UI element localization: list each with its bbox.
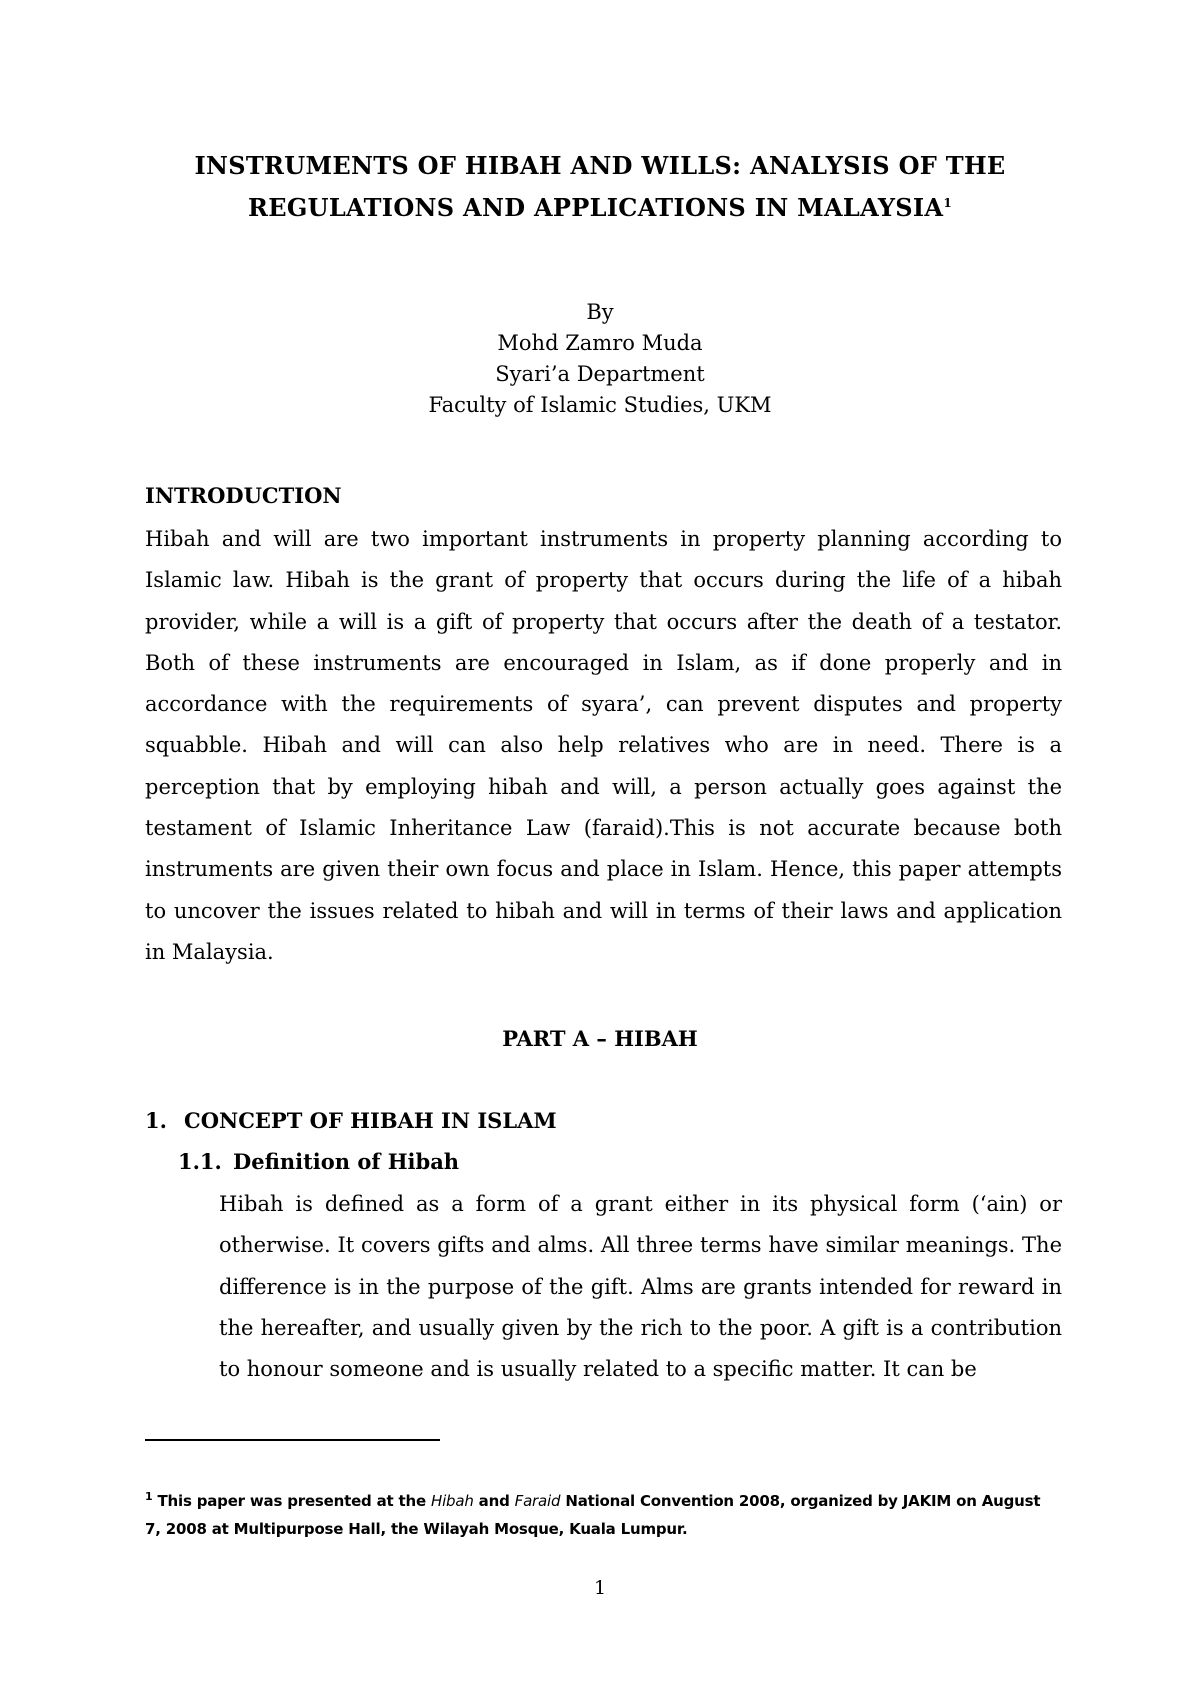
footnote-italic-hibah: Hibah: [430, 1492, 474, 1510]
footnote-italic-faraid: Faraid: [514, 1492, 561, 1510]
byline: [200, 297, 1000, 421]
introduction-body: Hibah and will are two important instruments in property planning according to Islamic law. Hibah is the grant of property that occurs during the life of a hibah provider, while a will is a gift of property that occurs after the death of a testator. Both of these instruments are encouraged in Islam, as if done properly and in accordance with the requirements of syara’, can prevent disputes and property squabble. Hibah and will can also help relatives who are in need. There is a perception that by employing hibah and will, a person actually goes against the testament of Islamic Inheritance Law (faraid).This is not accurate because both instruments are given their own focus and place in Islam. Hence, this paper attempts to uncover the issues related to hibah and will in terms of their laws and application in Malaysia.: [145, 527, 1062, 964]
section-1-title: CONCEPT OF HIBAH IN ISLAM: [184, 1108, 557, 1133]
footnote-1: [145, 1487, 1062, 1543]
title-line-2-text: REGULATIONS AND APPLICATIONS IN MALAYSIA: [247, 193, 944, 222]
subsection-1-1-title: Definition of Hibah: [233, 1149, 460, 1174]
introduction-heading: INTRODUCTION: [145, 483, 342, 508]
footnote-text-b: and: [473, 1492, 515, 1510]
author-name: Mohd Zamro Muda: [497, 331, 703, 355]
title-footnote-mark[interactable]: 1: [943, 196, 952, 210]
footnote-separator: [145, 1439, 440, 1441]
author-faculty: Faculty of Islamic Studies, UKM: [428, 393, 772, 417]
byline-by: By: [586, 300, 614, 324]
title-line-2: [100, 187, 1100, 229]
subsection-1-1-number: 1.1.: [178, 1149, 222, 1174]
page-number: 1: [593, 1577, 607, 1599]
title-line-1: INSTRUMENTS OF HIBAH AND WILLS: ANALYSIS OF THE: [194, 151, 1006, 180]
footnote-mark: 1: [145, 1490, 153, 1503]
part-a-heading: PART A – HIBAH: [502, 1026, 698, 1051]
footnote-text-c: National Convention 2008, organized by JAKIM on August: [560, 1492, 1041, 1510]
definition-body: Hibah is defined as a form of a grant either in its physical form (‘ain) or otherwise. It covers gifts and alms. All three terms have similar meanings. The difference is in the purpose of the gift. Alms are grants intended for reward in the hereafter, and usually given by the rich to the poor. A gift is a contribution to honour someone and is usually related to a specific matter. It can be: [219, 1192, 1062, 1382]
paper-title: [100, 145, 1100, 229]
footnote-line-2: 7, 2008 at Multipurpose Hall, the Wilayah Mosque, Kuala Lumpur.: [145, 1520, 688, 1538]
footnote-text-a: This paper was presented at the: [157, 1492, 431, 1510]
section-1-number: 1.: [145, 1108, 167, 1133]
author-department: Syari’a Department: [495, 362, 705, 386]
